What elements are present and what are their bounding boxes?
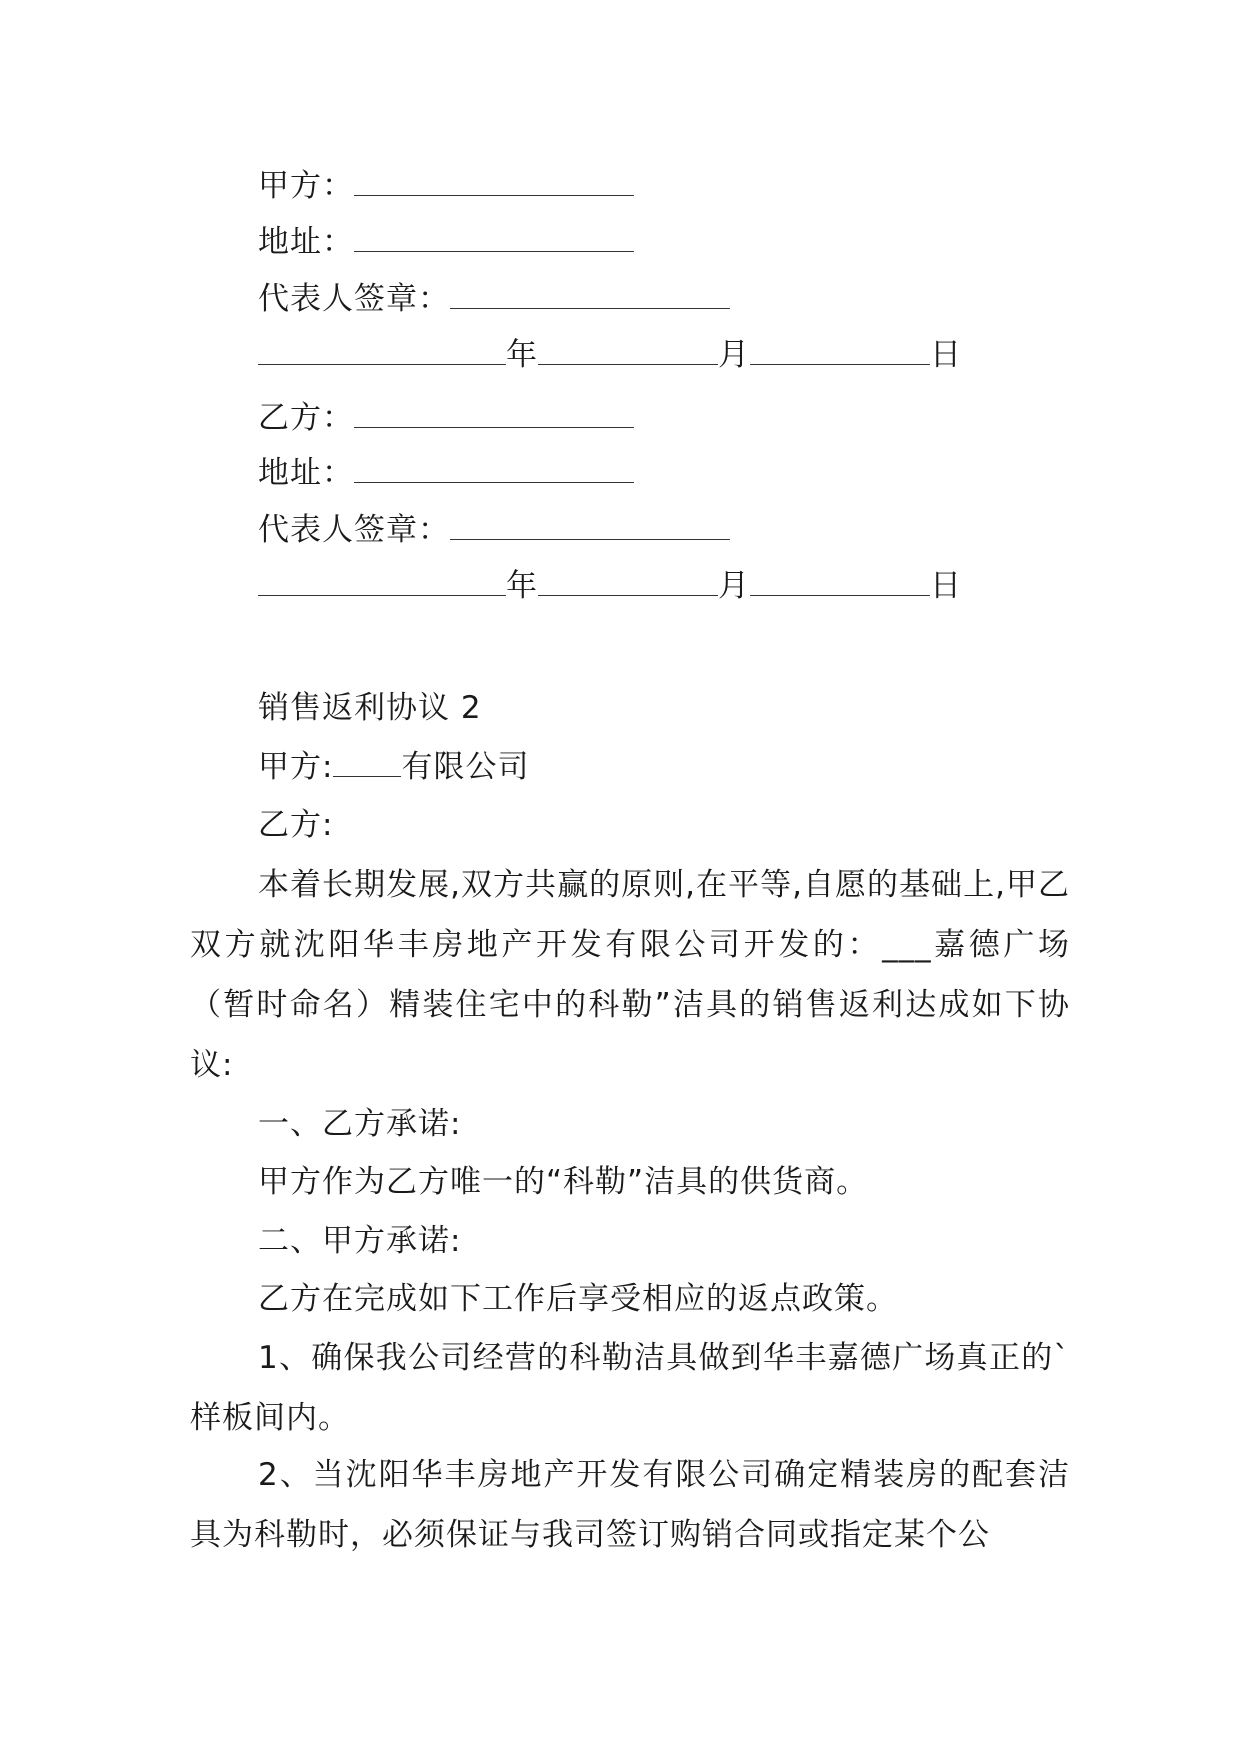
address-a-line [258,222,634,262]
party-a-line [258,166,634,206]
section2-body: 乙方在完成如下工作后享受相应的返点政策。 [258,1281,898,1317]
month-b-label: 月 [718,568,750,604]
address-a-blank [354,223,634,252]
company-name-blank [333,748,401,777]
party-a-label: 甲方： [258,168,354,204]
date-b-line [258,566,962,606]
agreement-party-b: 乙方: [258,807,334,843]
party-a-text: 甲方: [258,749,334,785]
year-b-blank [258,567,506,596]
section1-title: 一、乙方承诺: [258,1106,462,1142]
section2-title: 二、甲方承诺: [258,1223,462,1259]
date-a-line [258,335,962,375]
rep-a-line [258,279,730,319]
address-b-line [258,453,634,493]
address-b-blank [354,454,634,483]
day-a-blank [750,336,930,365]
party-b-label: 乙方： [258,400,354,436]
party-a-suffix: 有限公司 [401,749,530,785]
item1-paragraph: 1、确保我公司经营的科勒洁具做到华丰嘉德广场真正的`样板间内。 [190,1340,1070,1436]
year-b-label: 年 [506,568,538,604]
intro-paragraph: 本着长期发展,双方共赢的原则,在平等,自愿的基础上,甲乙双方就沈阳华丰房地产开发有限公司开发的：___嘉德广场（暂时命名）精装住宅中的科勒”洁具的销售返利达成如下协议: [190,867,1070,1083]
agreement-title: 销售返利协议 2 [258,690,482,726]
day-b-label: 日 [930,568,962,604]
day-a-label: 日 [930,337,962,373]
agreement-party-a [258,747,529,787]
rep-b-line [258,510,730,550]
address-b-label: 地址： [258,455,354,491]
month-b-blank [538,567,718,596]
day-b-blank [750,567,930,596]
party-b-blank [354,399,634,428]
address-a-label: 地址： [258,224,354,260]
item2-paragraph: 2、当沈阳华丰房地产开发有限公司确定精装房的配套洁具为科勒时，必须保证与我司签订购销合同或指定某个公 [190,1457,1070,1553]
rep-a-blank [450,280,730,309]
rep-b-label: 代表人签章： [258,512,450,548]
rep-b-blank [450,511,730,540]
month-a-blank [538,336,718,365]
year-a-blank [258,336,506,365]
month-a-label: 月 [718,337,750,373]
party-b-line [258,398,634,438]
rep-a-label: 代表人签章： [258,281,450,317]
year-a-label: 年 [506,337,538,373]
party-a-blank [354,167,634,196]
section1-body: 甲方作为乙方唯一的“科勒”洁具的供货商。 [258,1164,869,1200]
